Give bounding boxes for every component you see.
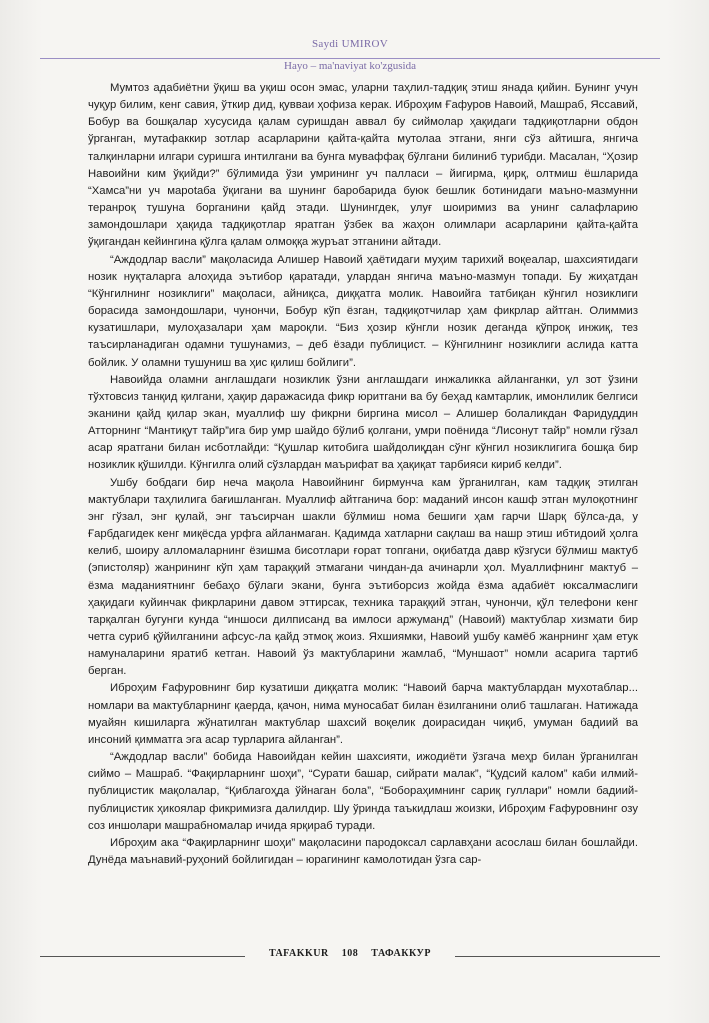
paragraph: “Аждодлар васли” бобида Навоийдан кейин шахсияти, ижодиёти ўзгача меҳр билан ўрганилган сиймо – Машраб. “Фақирларнинг шоҳи”, “Сурати башар, сийрати малак”, “Қудсий калом” каби илмий-публицистик мақолалар, “Қиблагоҳда ўйнаган бола”, “Бобораҳимнинг сариқ гуллари” номли бадиий-публицистик ҳикоялар фикримизга далилдир. Шу ўринда таъкидлаш жоизки, Иброҳим Ғафуровнинг озу соз иншолари машрабномалар ичида ярқираб туради. — [88, 751, 638, 832]
footer-divider-right — [455, 956, 660, 957]
page-footer — [40, 948, 660, 964]
page-number: 108 — [341, 948, 359, 959]
paragraph: Мумтоз адабиётни ўқиш ва уқиш осон эмас, уларни таҳлил-тадқиқ этиш янада қийин. Бунинг учун чуқур билим, кенг савия, ўткир дид, қувваи ҳофиза керак. Иброҳим Ғафуров Навоий, Машраб, Яссавий, Бобур ва бошқалар хусусида қалам суришдан аввал бу сиймолар ҳақидаги тадқиқотларни обдон ўрганган, мутафаккир зотлар асарларини қайта-қайта мутолаа этгани, янги сўз айтишга, янгича талқинларни илгари суришга интилгани ва бунга муваффақ бўлгани билиниб турибди. Масалан, “Ҳозир Навоийни ким ўқийди?” бўлимида ўзи умрининг уч палласи – йигирма, қирқ, олтмиш ёшларида “Хамса”ни уч марotaба ўқигани ва шунинг баробарида буюк бешлик ботинидаги маъно-мазмунни теранроқ тушуна борганини қайд этади. Шунингдек, улуғ шоиримиз ва унинг салафларию замондошлари ҳақида тадқиқотлар яратган ўзбек ва жаҳон олимлари асарларини қайта-қайта ўқигандан кейингина қўлга қалам олмоққа журъат этганини айтади. — [88, 82, 638, 249]
footer-label — [255, 948, 445, 959]
paragraph: Ушбу бобдаги бир неча мақола Навоийнинг бирмунча кам ўрганилган, кам тадқиқ этилган мактублари таҳлилига бағишланган. Муаллиф айтганича бор: маданий инсон кашф этган мулоқотнинг энг гўзал, энг қулай, энг таъсирчан шакли бўлмиш нома бешиги ҳам гарчи Шарқ бўлса-да, у Ғарбдагидек кенг миқёсда урфга айланмаган. Қадимда хатларни сақлаш ва нашр этиш ибтидоий ҳолга келиб, шоиру алломаларнинг ёзишма бисотлари ғорат топгани, оқибатда давр кўзгуси бўлмиш мактуб (эпистоляр) жанрининг кўп ҳам тараққий этмагани чиндан-да ачинарли ҳол. Муаллифнинг мактуб – ёзма маданиятнинг бебаҳо бўлаги экани, бунга эътиборсиз жойда ёзма адабиёт юксалмаслиги ҳақидаги куйинчак фикрларини давом эттирсак, техника тараққий этган, чунончи, қўл телефони кенг тарқалган бугунги кунда “иншоси дилписанд ва имлоси аржуманд” (Навоий) мактублар хизмати бир четга суриб қўйилганини афсус-ла қайд этмоқ жоиз. Яхшиямки, Навоий ушбу камёб жанрнинг ҳам етук намуналарини яратиб кетган. Навоий ўз мактубларини жамлаб, “Муншаот” номли асарига тартиб берган. — [88, 476, 638, 678]
article-body — [88, 80, 638, 869]
footer-journal-cyrillic: ТАФАККУР — [371, 948, 431, 959]
header-subtitle: Hayo – ma'naviyat ko'zgusida — [278, 60, 422, 72]
footer-divider-left — [40, 956, 245, 957]
paragraph: Навоийда оламни англашдаги нозиклик ўзни англашдаги инжаликка айланганки, ул зот ўзини тўхтовсиз танқид қилгани, ҳақир даражасида фикр юритгани ва бу беҳад камтарлик, имонлилик белгиси эканини қайд қилар экан, муаллиф шу фикрни биргина мисол – Алишер болаликдан Фаридуддин Атторнинг “Мантиқут тайр”ига бир умр шайдо бўлиб қолгани, умри поёнида “Лисонут тайр” номли гўзал асар яратгани билан исботлайди: “Қушлар китобига шайдолиқдан сўнг кўнгил нозиклигига бошқа бир нозиклик қўшилди. Кўнгилга олий сўзлардан маърифат ва ҳақиқат тарбияси кириб келди”. — [88, 373, 638, 472]
paragraph: Иброҳим ака “Фақирларнинг шоҳи” мақоласини пародоксал сарлавҳани асослаш билан бошлайди. Дунёда маънавий-руҳоний бойлигидан – юрагининг камолотидан ўзга сар- — [88, 836, 638, 867]
header-author: Saydi UMIROV — [311, 38, 389, 50]
paragraph: “Аждодлар васли” мақоласида Алишер Навоий ҳаётидаги муҳим тарихий воқеалар, шахсиятидаги нозик нуқталарга алоҳида эътибор қаратади, улардан янгича маъно-мазмун топади. Бу жиҳатдан “Кўнгилнинг нозиклиги” мақоласи, айниқса, диққатга молик. Навоийга татбиқан кўнгил нозиклиги борасида замондошлари, чунончи, Бобур кўп ёзган, тадқиқотчилар ҳам фикрлар айтган. Олиммиз кузатишлари, мулоҳазалари ҳам марoқли. “Биз ҳозир кўнгли нозик деганда қўпроқ инжиқ, тез таъсирланадиган одамни тушунамиз, – деб ёзади публицист. – Кўнгилнинг нозиклиги аслида катта бойлик. У оламни тушуниш ва ҳис қилиш бойлиги”. — [88, 253, 638, 369]
footer-journal-latin: TAFAKKUR — [269, 948, 329, 959]
running-header — [40, 38, 660, 72]
header-divider — [40, 58, 660, 59]
paragraph: Иброҳим Ғафуровнинг бир кузатиши диққатга молик: “Навоий барча мактублардан мухотаблар... номлари ва мактубларнинг қаерда, қачон, нима муносабат билан ёзилганини олиб ташлаган. Натижада муайян кишиларга жўнатилган мактублар шахсий воқелик доирасидан чиқиб, умуман бадиий ва инсоний қимматга эга асар турларига айланган”. — [88, 682, 638, 746]
